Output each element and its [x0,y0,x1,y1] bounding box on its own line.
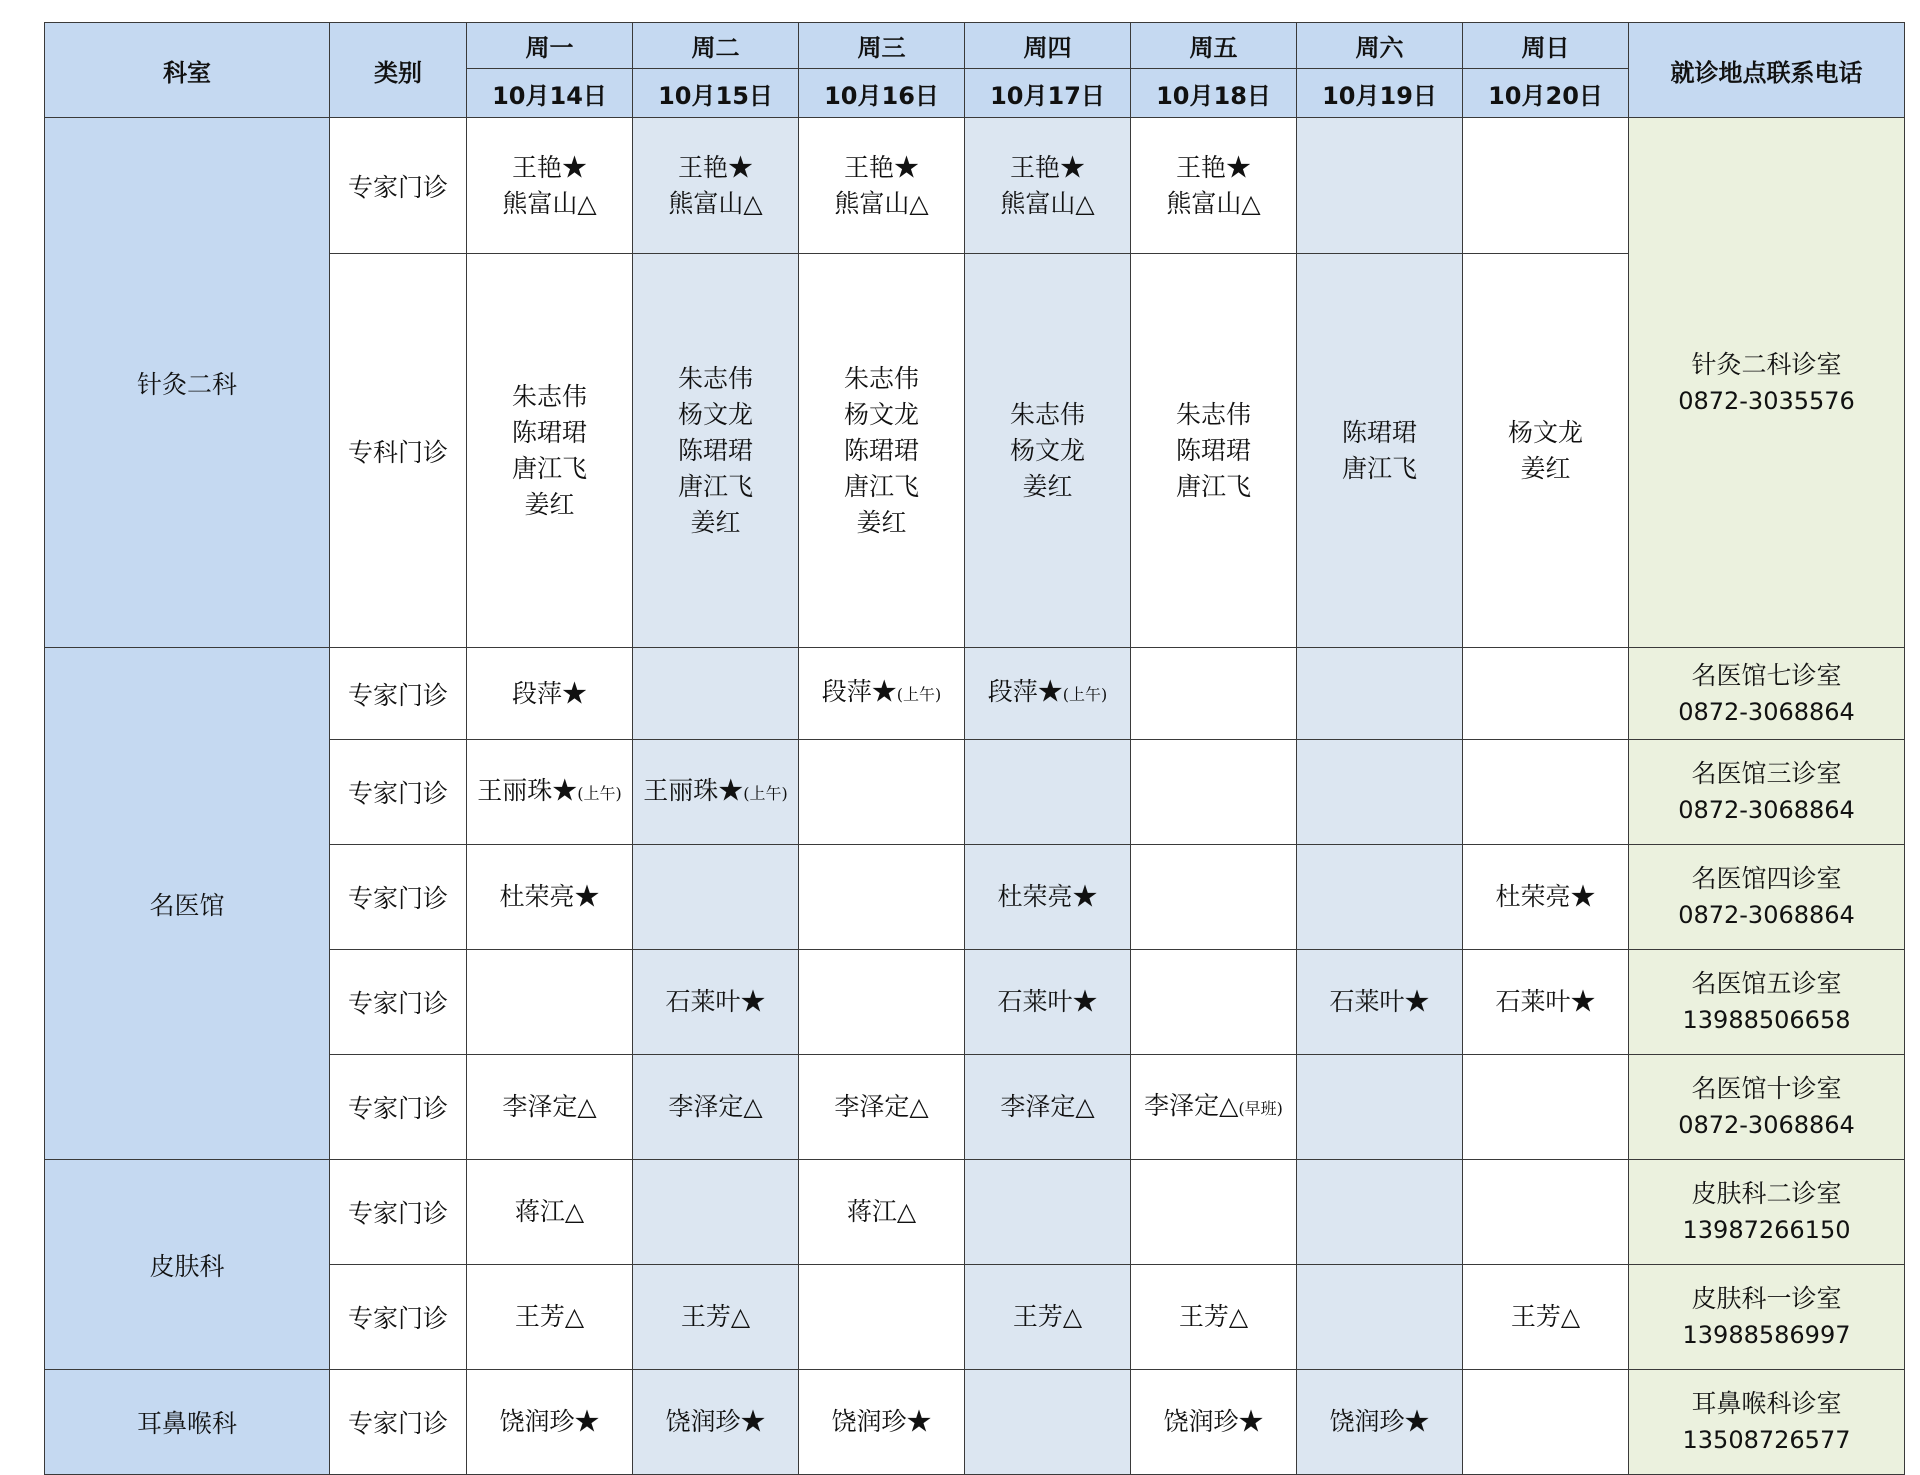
doctor-cell [1297,648,1463,740]
doctor-name-text: 陈珺珺 [677,435,753,465]
room-name: 皮肤科一诊室 [1691,1284,1842,1313]
doctor-name-text: 唐江飞 [1341,453,1417,483]
doctor-name-text: 姜红 [690,507,741,537]
doctor-cell [965,254,1131,648]
doctor-name [965,879,1130,915]
doctor-cell [467,1055,633,1160]
doctor-name-text: 朱志伟 [677,363,753,393]
doctor-cell [799,648,965,740]
doctor-cell [965,845,1131,950]
doctor-cell [633,740,799,845]
doctor-cell [1297,740,1463,845]
doctor-cell [1131,118,1297,254]
doctor-name [1131,186,1296,222]
doctor-cell [633,118,799,254]
doctor-cell [799,1055,965,1160]
doctor-cell [633,254,799,648]
clinic-type-cell: 专家门诊 [330,740,467,845]
doctor-name-text: 李泽定△ [1000,1092,1095,1121]
department-cell: 皮肤科 [45,1160,330,1370]
room-name: 名医馆五诊室 [1691,969,1842,998]
doctor-name [467,1194,632,1230]
date-header: 10月17日 [965,69,1131,118]
doctor-name [1131,150,1296,186]
weekday-header: 周三 [799,23,965,69]
doctor-name [467,1089,632,1125]
doctor-cell [1131,950,1297,1055]
doctor-name-text: 石莱叶★ [1329,987,1430,1016]
doctor-cell [633,1370,799,1475]
doctor-name [799,1089,964,1125]
doctor-name [633,773,798,812]
phone-number: 13988586997 [1682,1321,1851,1349]
doctor-name [467,1404,632,1440]
doctor-name-text: 王丽珠★ [477,775,578,805]
doctor-name-text: 陈珺珺 [843,435,919,465]
doctor-name [799,1194,964,1230]
doctor-cell [1463,118,1629,254]
doctor-cell [467,1160,633,1265]
doctor-cell [1131,648,1297,740]
doctor-name-text: 饶润珍★ [1329,1407,1430,1436]
doctor-cell [1131,740,1297,845]
doctor-name [467,150,632,186]
doctor-cell [799,1265,965,1370]
doctor-name [1297,415,1462,451]
clinic-type-cell: 专家门诊 [330,950,467,1055]
doctor-name-text: 熊富山△ [834,188,929,218]
doctor-name-text: 王艳★ [1175,152,1251,182]
doctor-cell [1463,254,1629,648]
doctor-name [1297,451,1462,487]
doctor-name [799,433,964,469]
doctor-name [467,1299,632,1335]
doctor-cell [799,1160,965,1265]
doctor-name [1297,984,1462,1020]
doctor-name-text: 段萍★ [987,677,1063,706]
doctor-cell [1297,1370,1463,1475]
date-header: 10月15日 [633,69,799,118]
clinic-type-cell: 专家门诊 [330,1055,467,1160]
doctor-name [467,451,632,487]
schedule-row [45,1370,1905,1475]
doctor-cell [965,1265,1131,1370]
doctor-name [1131,1088,1296,1127]
doctor-cell [1463,845,1629,950]
doctor-name [633,361,798,397]
doctor-name [965,469,1130,505]
doctor-cell [1463,1265,1629,1370]
date-header: 10月18日 [1131,69,1297,118]
doctor-name [965,397,1130,433]
location-cell [1629,950,1905,1055]
doctor-name-text: 唐江飞 [843,471,919,501]
doctor-cell [633,950,799,1055]
location-cell [1629,1160,1905,1265]
phone-number: 0872-3068864 [1678,796,1855,824]
location-cell [1629,740,1905,845]
doctor-name-text: 杨文龙 [677,399,753,429]
doctor-name-text: 王芳△ [1510,1302,1581,1331]
doctor-name [633,505,798,541]
doctor-name [799,505,964,541]
doctor-name [799,469,964,505]
date-header: 10月14日 [467,69,633,118]
doctor-name [965,186,1130,222]
doctor-name-text: 李泽定△ [834,1092,929,1121]
doctor-name [467,415,632,451]
doctor-name-text: 姜红 [1520,453,1571,483]
doctor-name [799,150,964,186]
doctor-cell [1131,1055,1297,1160]
doctor-cell [1297,254,1463,648]
doctor-name-text: 石莱叶★ [997,987,1098,1016]
room-name: 耳鼻喉科诊室 [1691,1389,1842,1418]
weekday-header: 周一 [467,23,633,69]
doctor-name [633,984,798,1020]
doctor-name [467,379,632,415]
doctor-name-text: 石莱叶★ [665,987,766,1016]
doctor-name [965,433,1130,469]
clinic-type-cell: 专家门诊 [330,648,467,740]
doctor-cell [1297,1055,1463,1160]
location-cell [1629,1370,1905,1475]
doctor-name-text: 杨文龙 [1507,417,1583,447]
doctor-cell [467,118,633,254]
doctor-name [965,1089,1130,1125]
doctor-cell [1131,254,1297,648]
doctor-name [1131,433,1296,469]
clinic-type-cell: 专家门诊 [330,1160,467,1265]
doctor-name-text: 蒋江△ [846,1197,917,1226]
doctor-cell [467,1265,633,1370]
doctor-name-text: 王丽珠★ [643,775,744,805]
room-name: 名医馆十诊室 [1691,1074,1842,1103]
schedule-body [45,118,1905,1475]
doctor-cell [1131,1160,1297,1265]
doctor-cell [1463,740,1629,845]
doctor-name-text: 熊富山△ [1000,188,1095,218]
doctor-name [633,186,798,222]
location-cell [1629,1055,1905,1160]
doctor-cell [799,740,965,845]
doctor-cell [965,118,1131,254]
doctor-name [965,984,1130,1020]
doctor-name [467,676,632,712]
shift-note: (上午) [577,783,622,803]
doctor-name-text: 朱志伟 [1009,399,1085,429]
doctor-cell [633,845,799,950]
doctor-name-text: 段萍★ [821,677,897,706]
doctor-name [965,674,1130,713]
doctor-name [1131,1404,1296,1440]
doctor-name-text: 熊富山△ [502,188,597,218]
doctor-cell [965,1160,1131,1265]
doctor-name-text: 姜红 [856,507,907,537]
doctor-name-text: 饶润珍★ [831,1407,932,1436]
doctor-name [965,150,1130,186]
room-name: 针灸二科诊室 [1691,349,1842,379]
doctor-name-text: 蒋江△ [514,1197,585,1226]
doctor-cell [467,950,633,1055]
doctor-cell [633,1055,799,1160]
doctor-cell [633,648,799,740]
doctor-cell [1463,1370,1629,1475]
doctor-name-text: 杜荣亮★ [997,882,1098,911]
schedule-page [44,22,1905,1475]
location-cell [1629,118,1905,648]
doctor-cell [633,1160,799,1265]
room-name: 皮肤科二诊室 [1691,1179,1842,1208]
doctor-name-text: 姜红 [524,489,575,519]
doctor-cell [799,254,965,648]
doctor-name-text: 王芳△ [680,1302,751,1331]
doctor-cell [467,740,633,845]
doctor-name-text: 朱志伟 [843,363,919,393]
doctor-cell [799,845,965,950]
doctor-name-text: 段萍★ [511,678,587,708]
doctor-name-text: 杨文龙 [843,399,919,429]
doctor-cell [1463,950,1629,1055]
doctor-name [633,397,798,433]
clinic-schedule-table [44,22,1905,1475]
doctor-name-text: 王艳★ [677,152,753,182]
doctor-name-text: 杨文龙 [1009,435,1085,465]
clinic-type-cell: 专家门诊 [330,1265,467,1370]
doctor-cell [1297,1265,1463,1370]
doctor-name [633,150,798,186]
date-header: 10月20日 [1463,69,1629,118]
doctor-name [799,361,964,397]
doctor-name [1131,397,1296,433]
doctor-name [1463,879,1628,915]
schedule-row [45,1160,1905,1265]
doctor-name [1131,1299,1296,1335]
department-cell: 名医馆 [45,648,330,1160]
phone-number: 0872-3035576 [1678,386,1855,415]
doctor-cell [1131,1370,1297,1475]
schedule-row [45,118,1905,254]
doctor-cell [467,648,633,740]
room-name: 名医馆四诊室 [1691,864,1842,893]
doctor-cell [1463,648,1629,740]
location-header: 就诊地点联系电话 [1629,23,1905,118]
doctor-cell [1297,950,1463,1055]
phone-number: 0872-3068864 [1678,697,1855,726]
doctor-cell [1297,1160,1463,1265]
header-row-weekdays [45,23,1905,69]
doctor-name [799,186,964,222]
doctor-name [633,1089,798,1125]
doctor-name-text: 饶润珍★ [1163,1407,1264,1436]
weekday-header: 周四 [965,23,1131,69]
doctor-cell [1297,845,1463,950]
doctor-name-text: 朱志伟 [511,381,587,411]
doctor-name [467,487,632,523]
doctor-name [799,397,964,433]
weekday-header: 周六 [1297,23,1463,69]
doctor-name [1463,451,1628,487]
doctor-name-text: 唐江飞 [677,471,753,501]
phone-number: 13508726577 [1682,1426,1851,1454]
doctor-name [633,1299,798,1335]
doctor-name [1131,469,1296,505]
doctor-cell [965,1370,1131,1475]
doctor-name [1297,1404,1462,1440]
doctor-cell [1131,845,1297,950]
doctor-name-text: 陈珺珺 [1341,417,1417,447]
department-cell: 耳鼻喉科 [45,1370,330,1475]
doctor-name-text: 杜荣亮★ [499,882,600,911]
doctor-name [1463,984,1628,1020]
doctor-name-text: 王艳★ [843,152,919,182]
shift-note: (上午) [1062,685,1108,704]
doctor-cell [965,740,1131,845]
doctor-name-text: 王艳★ [1009,152,1085,182]
clinic-type-cell: 专科门诊 [330,254,467,648]
doctor-name-text: 朱志伟 [1175,399,1251,429]
room-name: 名医馆三诊室 [1691,759,1842,788]
doctor-name [965,1299,1130,1335]
doctor-name-text: 唐江飞 [511,453,587,483]
doctor-name [799,674,964,713]
schedule-row [45,648,1905,740]
room-name: 名医馆七诊室 [1691,660,1842,690]
clinic-type-cell: 专家门诊 [330,1370,467,1475]
department-header: 科室 [45,23,330,118]
weekday-header: 周二 [633,23,799,69]
doctor-cell [1297,118,1463,254]
doctor-name-text: 王芳△ [514,1302,585,1331]
location-cell [1629,845,1905,950]
doctor-cell [965,950,1131,1055]
department-cell: 针灸二科 [45,118,330,648]
doctor-name-text: 杜荣亮★ [1495,882,1596,911]
shift-note: (上午) [896,685,942,704]
doctor-name-text: 王芳△ [1012,1302,1083,1331]
doctor-cell [799,118,965,254]
doctor-cell [799,950,965,1055]
clinic-type-cell: 专家门诊 [330,118,467,254]
doctor-name-text: 王芳△ [1178,1302,1249,1331]
doctor-name-text: 陈珺珺 [1175,435,1251,465]
doctor-name-text: 李泽定△ [668,1092,763,1121]
doctor-name-text: 陈珺珺 [511,417,587,447]
doctor-cell [1463,1055,1629,1160]
category-header: 类别 [330,23,467,118]
doctor-name [633,469,798,505]
doctor-name [1463,415,1628,451]
phone-number: 0872-3068864 [1678,1111,1855,1139]
doctor-cell [799,1370,965,1475]
phone-number: 0872-3068864 [1678,901,1855,929]
doctor-name [467,186,632,222]
doctor-cell [633,1265,799,1370]
date-header: 10月19日 [1297,69,1463,118]
phone-number: 13987266150 [1682,1216,1851,1244]
shift-note: (上午) [743,783,788,803]
doctor-name [633,1404,798,1440]
date-header: 10月16日 [799,69,965,118]
doctor-name [1463,1299,1628,1335]
weekday-header: 周五 [1131,23,1297,69]
location-cell [1629,1265,1905,1370]
doctor-name-text: 李泽定△ [1144,1090,1239,1120]
doctor-cell [1131,1265,1297,1370]
doctor-name-text: 熊富山△ [1166,188,1261,218]
doctor-name [467,879,632,915]
doctor-name-text: 王艳★ [511,152,587,182]
doctor-cell [965,1055,1131,1160]
doctor-name [633,433,798,469]
shift-note: (早班) [1238,1098,1283,1118]
doctor-cell [467,1370,633,1475]
doctor-name-text: 石莱叶★ [1495,987,1596,1016]
doctor-name-text: 姜红 [1022,471,1073,501]
doctor-name [799,1404,964,1440]
doctor-cell [467,254,633,648]
doctor-cell [467,845,633,950]
clinic-type-cell: 专家门诊 [330,845,467,950]
doctor-name-text: 饶润珍★ [499,1407,600,1436]
weekday-header: 周日 [1463,23,1629,69]
doctor-cell [965,648,1131,740]
doctor-name-text: 饶润珍★ [665,1407,766,1436]
doctor-cell [1463,1160,1629,1265]
phone-number: 13988506658 [1682,1006,1851,1034]
location-cell [1629,648,1905,740]
doctor-name [467,773,632,812]
doctor-name-text: 熊富山△ [668,188,763,218]
doctor-name-text: 李泽定△ [502,1092,597,1121]
doctor-name-text: 唐江飞 [1175,471,1251,501]
